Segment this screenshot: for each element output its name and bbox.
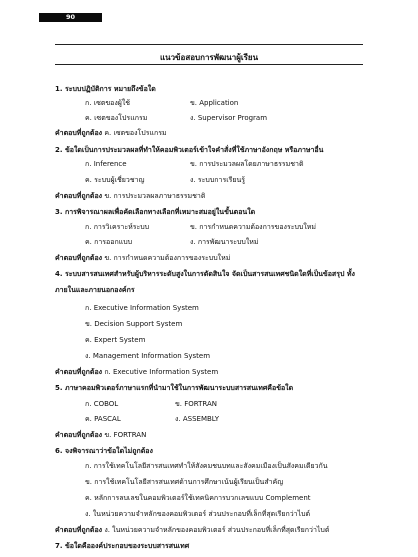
q3-option-d: ง. การพัฒนาระบบใหม่	[190, 238, 259, 246]
q4-answer-label: คำตอบที่ถูกต้อง	[55, 368, 103, 376]
q2-option-d: ง. ระบบการเรียนรู้	[190, 176, 246, 184]
q2-option-b: ข. การประมวลผลโดยภาษาธรรมชาติ	[190, 160, 304, 168]
q4-option-d: ง. Management Information System	[85, 352, 211, 360]
q3-answer	[55, 254, 230, 263]
q2-option-a: ก. Inference	[85, 160, 127, 168]
q3-option-b: ข. การกำหนดความต้องการของระบบใหม่	[190, 223, 316, 231]
q3-answer-value: ข. การกำหนดความต้องการของระบบใหม่	[104, 254, 231, 262]
q5-answer-label: คำตอบที่ถูกต้อง	[55, 431, 103, 439]
q6-option-c: ค. หลักการลบเลขในคอมพิวเตอร์ใช้เทคนิคการบวกเลขแบบ Complement	[85, 494, 311, 502]
question-4-line-1: 4. ระบบสารสนเทศสำหรับผู้บริหารระดับสูงในการตัดสินใจ จัดเป็นสารสนเทศชนิดใดที่เป็นข้อสรุป ทั้ง	[55, 270, 355, 278]
q1-option-c: ค. เซตของโปรแกรม	[85, 114, 148, 122]
q5-option-c: ค. PASCAL	[85, 415, 121, 423]
q5-answer	[55, 431, 146, 440]
q2-answer-value: ข. การประมวลผลภาษาธรรมชาติ	[104, 192, 206, 200]
q1-answer	[55, 129, 167, 138]
q6-option-d: ง. ในหน่วยความจำหลักของคอมพิวเตอร์ ส่วนประกอบที่เล็กที่สุดเรียกว่าไบต์	[85, 510, 311, 518]
q3-option-c: ค. การออกแบบ	[85, 238, 133, 246]
q1-option-d: ง. Supervisor Program	[190, 114, 268, 122]
q2-answer-label: คำตอบที่ถูกต้อง	[55, 192, 103, 200]
question-1: 1. ระบบปฏิบัติการ หมายถึงข้อใด	[55, 85, 156, 93]
q2-option-c: ค. ระบบผู้เชี่ยวชาญ	[85, 176, 145, 184]
question-3: 3. การพิจารณาผลเพื่อคัดเลือกทางเลือกที่เหมาะสมอยู่ในขั้นตอนใด	[55, 208, 256, 216]
q2-answer	[55, 192, 205, 201]
page-title: แนวข้อสอบการพัฒนาผู้เรียน	[159, 53, 259, 62]
q4-option-a: ก. Executive Information System	[85, 304, 199, 312]
question-4-line-2: ภายในและภายนอกองค์กร	[55, 286, 135, 294]
q1-answer-value: ค. เซตของโปรแกรม	[104, 129, 167, 137]
page-number: 90	[39, 13, 102, 22]
q6-option-b: ข. การใช้เทคโนโลยีสารสนเทศด้านการศึกษาเน้นผู้เรียนเป็นสำคัญ	[85, 478, 284, 486]
question-7: 7. ข้อใดคือองค์ประกอบของระบบสารสนเทศ	[55, 542, 190, 550]
q6-option-a: ก. การใช้เทคโนโลยีสารสนเทศทำให้สังคมชนบทและสังคมเมืองเป็นสังคมเดียวกัน	[85, 462, 328, 470]
q5-option-b: ข. FORTRAN	[175, 400, 218, 408]
q4-answer	[55, 368, 218, 377]
q5-option-d: ง. ASSEMBLY	[175, 415, 220, 423]
q1-answer-label: คำตอบที่ถูกต้อง	[55, 129, 103, 137]
question-6: 6. จงพิจารณาว่าข้อใดไม่ถูกต้อง	[55, 447, 153, 455]
question-2: 2. ข้อใดเป็นการประมวลผลที่ทำให้คอมพิวเตอร์เข้าใจคำสั่งที่ใช้ภาษาอังกฤษ หรือภาษาอื่น	[55, 146, 324, 154]
q6-answer-value: ง. ในหน่วยความจำหลักของคอมพิวเตอร์ ส่วนประกอบที่เล็กที่สุดเรียกว่าไบต์	[104, 526, 330, 534]
title-rule	[55, 64, 363, 65]
q4-option-b: ข. Decision Support System	[85, 320, 183, 328]
q5-option-a: ก. COBOL	[85, 400, 119, 408]
q4-answer-value: ก. Executive Information System	[104, 368, 219, 376]
question-5: 5. ภาษาคอมพิวเตอร์ภาษาแรกที่นำมาใช้ในการพัฒนาระบบสารสนเทศคือข้อใด	[55, 384, 294, 392]
q1-option-a: ก. เซตของผู้ใช้	[85, 99, 131, 107]
q6-answer	[55, 526, 329, 535]
q3-answer-label: คำตอบที่ถูกต้อง	[55, 254, 103, 262]
q5-answer-value: ข. FORTRAN	[104, 431, 147, 439]
q4-option-c: ค. Expert System	[85, 336, 146, 344]
header-rule	[55, 44, 363, 45]
q6-answer-label: คำตอบที่ถูกต้อง	[55, 526, 103, 534]
q3-option-a: ก. การวิเคราะห์ระบบ	[85, 223, 150, 231]
q1-option-b: ข. Application	[190, 99, 239, 107]
